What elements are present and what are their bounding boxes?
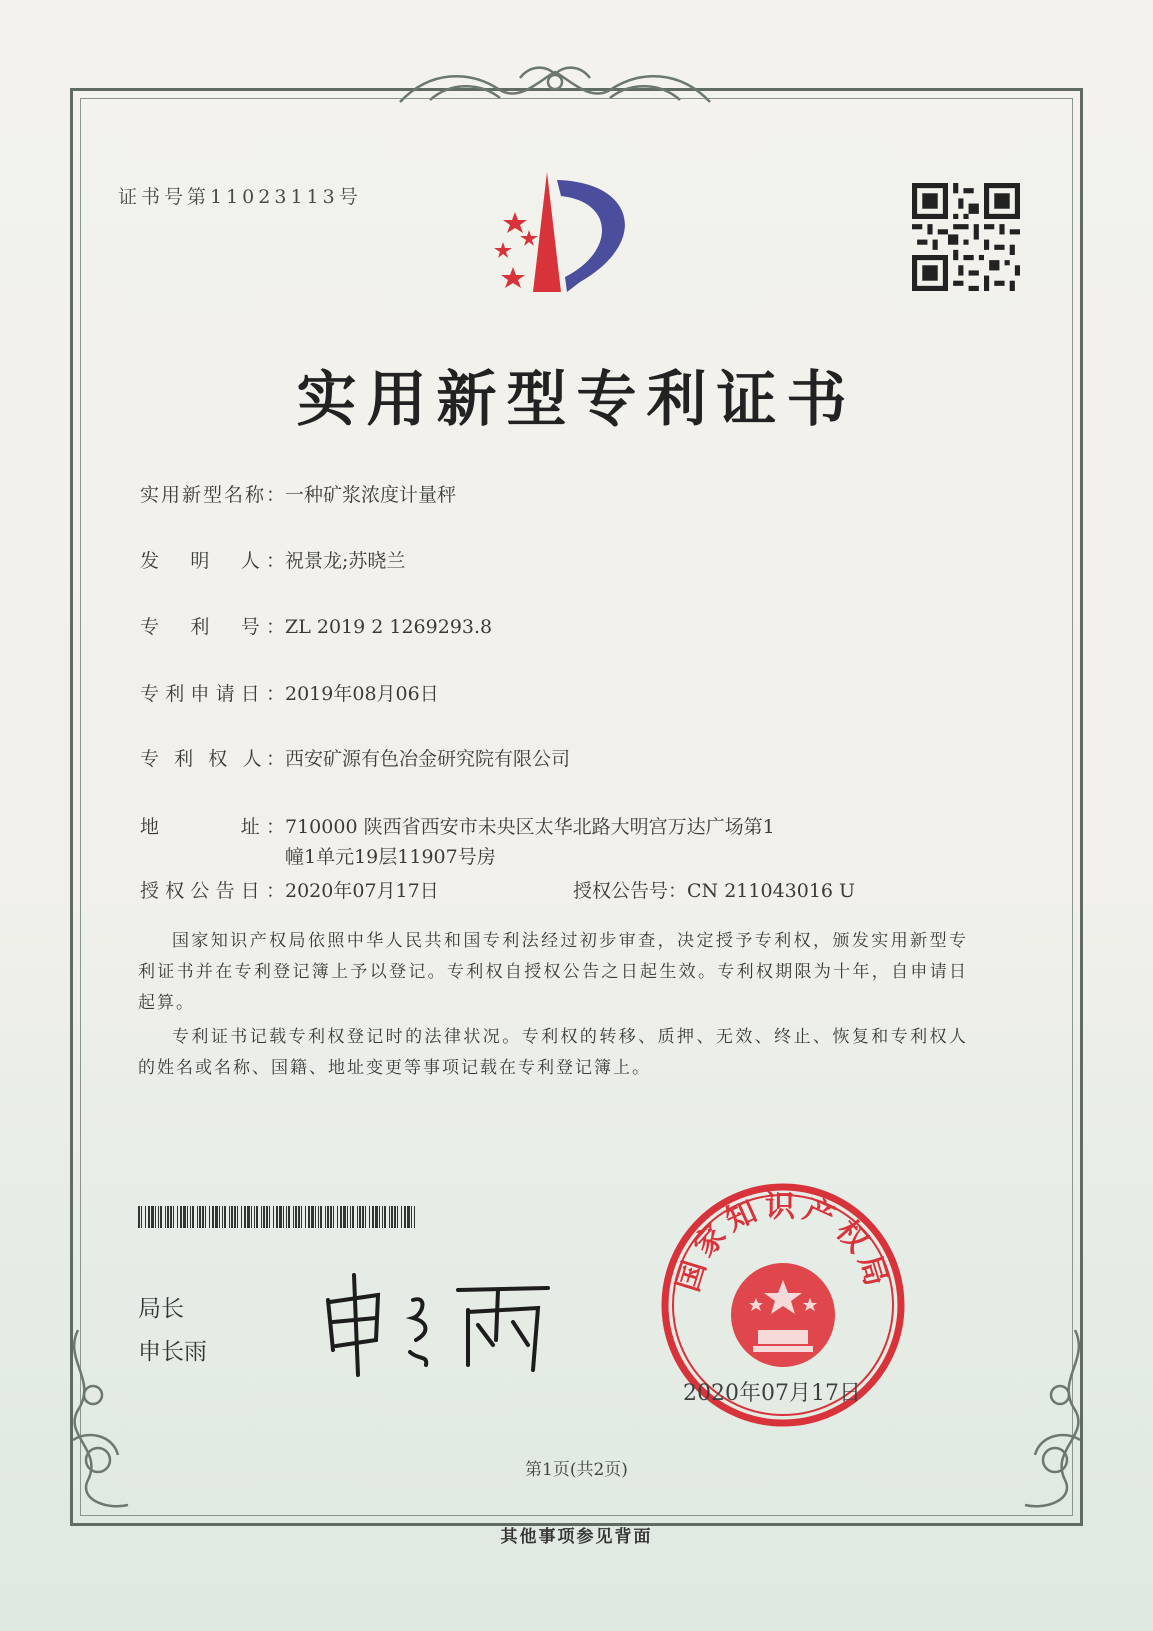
certificate-title: 实用新型专利证书	[296, 365, 857, 435]
field-application-date	[140, 679, 439, 706]
field-utility-name	[140, 480, 456, 507]
field-label: 专 利 号：	[140, 616, 285, 638]
field-label: 发 明 人：	[140, 550, 285, 572]
director-name: 申长雨	[138, 1339, 207, 1365]
qr-code-icon	[912, 183, 1020, 291]
body-paragraph-1: 国家知识产权局依照中华人民共和国专利法经过初步审查，决定授予专利权，颁发实用新型专利证书并在专利登记簿上予以登记。专利权自授权公告之日起生效。专利权期限为十年，自申请日起算。	[138, 931, 968, 1013]
field-label: 实用新型名称：	[140, 484, 285, 506]
field-label: 授权公告号：	[573, 880, 688, 902]
back-side-note: 其他事项参见背面	[500, 1527, 653, 1547]
top-ornament-icon	[390, 60, 720, 110]
field-value: 2019年08月06日	[285, 683, 439, 705]
field-value: CN 211043016 U	[687, 880, 856, 902]
seal-date: 2020年07月17日	[683, 1381, 861, 1406]
field-inventor	[140, 546, 405, 573]
page-number: 第1页(共2页)	[525, 1460, 628, 1480]
field-value: 西安矿源有色冶金研究院有限公司	[285, 748, 571, 770]
address-line-2: 幢1单元19层11907号房	[285, 846, 496, 868]
field-announcement-date	[140, 876, 439, 903]
body-paragraph-2: 专利证书记载专利权登记时的法律状况。专利权的转移、质押、无效、终止、恢复和专利权人的姓名或名称、国籍、地址变更等事项记载在专利登记簿上。	[138, 1027, 968, 1078]
certificate-number: 证书号第11023113号	[118, 186, 362, 208]
director-title: 局长	[138, 1296, 184, 1322]
field-value: 一种矿浆浓度计量秤	[285, 484, 457, 506]
field-value: 祝景龙;苏晓兰	[285, 550, 406, 572]
field-label: 专 利 权 人：	[140, 748, 285, 770]
field-value: ZL 2019 2 1269293.8	[285, 616, 493, 638]
field-value: 710000 陕西省西安市未央区太华北路大明宫万达广场第1	[285, 816, 775, 838]
field-label: 专利申请日：	[140, 683, 285, 705]
field-label: 授权公告日：	[140, 880, 285, 902]
field-label: 地 址：	[140, 816, 285, 838]
field-announcement-number	[573, 876, 855, 903]
field-patentee	[140, 744, 570, 771]
cnipa-emblem-icon	[485, 172, 660, 312]
field-address	[140, 812, 775, 839]
seal-text: 国家知识产权局	[670, 1189, 896, 1296]
bottom-left-ornament-icon	[58, 1320, 148, 1520]
field-value: 2020年07月17日	[285, 880, 439, 902]
barcode-icon	[138, 1206, 418, 1228]
director-signature-icon	[318, 1270, 558, 1380]
bottom-right-ornament-icon	[1005, 1320, 1095, 1520]
field-patent-number	[140, 612, 492, 639]
